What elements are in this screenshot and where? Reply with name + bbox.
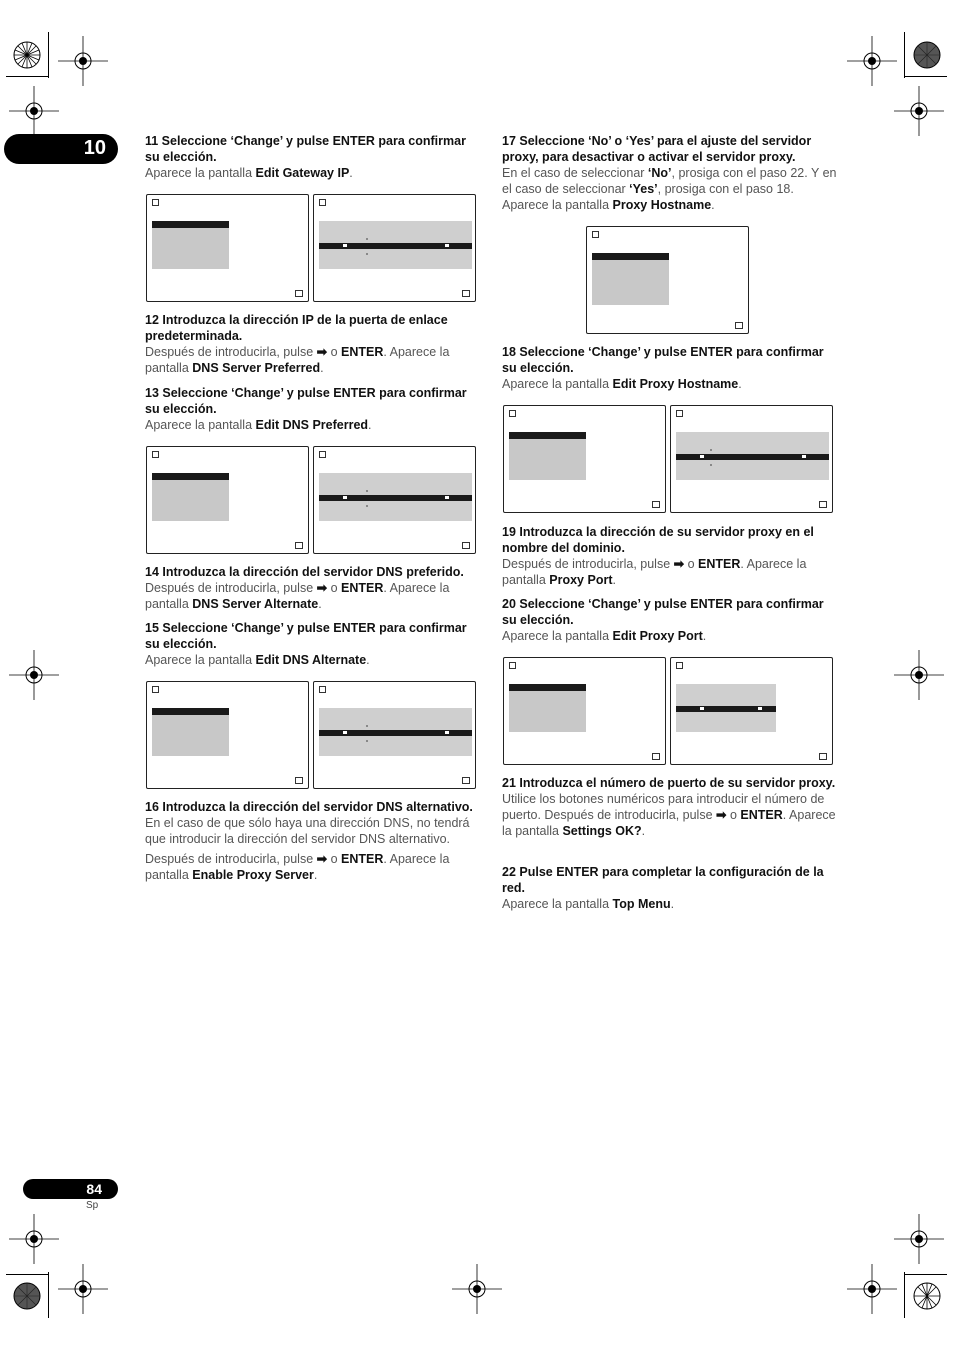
chapter-number: 10 [83,137,106,159]
screen-network-menu [503,405,666,513]
step-20 [502,596,838,644]
step-body: Aparece la pantalla Edit Proxy Port. [502,629,707,643]
crop-mark [6,1274,48,1275]
menu-highlight [152,708,229,715]
step-body: Después de introducirla, pulse ➡ o ENTER. Aparece la pantalla Enable Proxy Server. [145,852,450,882]
crop-mark [904,1272,905,1318]
registration-crosshair-icon [845,1262,899,1316]
step-heading: 14 Introduzca la dirección del servidor DNS preferido. [145,565,464,579]
registration-mark-solid-icon [0,1269,54,1323]
step-heading: 19 Introduzca la dirección de su servidor proxy en el nombre del dominio. [502,525,814,555]
step-body: Aparece la pantalla Edit Proxy Hostname. [502,377,742,391]
registration-crosshair-icon [7,648,61,702]
step-heading: 20 Seleccione ‘Change’ y pulse ENTER para confirmar su elección. [502,597,824,627]
enter-icon [295,542,303,549]
step-13 [145,385,481,433]
screen-edit-field [313,681,476,789]
step-16 [145,799,481,883]
registration-crosshair-icon [450,1262,504,1316]
registration-crosshair-icon [56,1262,110,1316]
screen-network-menu [146,446,309,554]
menu-highlight [509,432,586,439]
menu-panel [509,432,586,480]
registration-crosshair-icon [892,1212,946,1266]
menu-highlight [592,253,669,260]
menu-highlight [152,473,229,480]
right-arrow-icon: ➡ [716,808,727,822]
step-heading: 15 Seleccione ‘Change’ y pulse ENTER para confirmar su elección. [145,621,467,651]
crop-mark [904,32,905,78]
input-bar [319,243,472,249]
enter-icon [462,777,470,784]
enter-icon [462,290,470,297]
page-number-tab [23,1179,118,1199]
step-heading: 13 Seleccione ‘Change’ y pulse ENTER para confirmar su elección. [145,386,467,416]
registration-mark-pinwheel-icon [900,1269,954,1323]
enter-icon [462,542,470,549]
edit-panel [676,432,829,480]
screen-edit-field [313,446,476,554]
registration-crosshair-icon [7,1212,61,1266]
step-19 [502,524,838,588]
step-heading: 11 Seleccione ‘Change’ y pulse ENTER para confirmar su elección. [145,134,466,164]
step-17 [502,133,838,213]
screen-network-menu [146,194,309,302]
registration-mark-solid-icon [900,28,954,82]
return-icon [676,410,683,417]
enter-icon [652,753,660,760]
enter-icon [295,290,303,297]
return-icon [152,451,159,458]
step-body: En el caso de seleccionar ‘No’, prosiga con el paso 22. Y en el caso de seleccionar ‘Yes’, prosiga con el paso 18. Aparece la pantalla Proxy Hostname. [502,166,837,212]
screen-network-menu [503,657,666,765]
step-body: Aparece la pantalla Edit Gateway IP. [145,166,353,180]
return-icon [319,686,326,693]
return-icon [152,199,159,206]
input-bar [319,495,472,501]
step-18 [502,344,838,392]
step-body: Después de introducirla, pulse ➡ o ENTER. Aparece la pantalla DNS Server Preferred. [145,345,450,375]
step-heading: 22 Pulse ENTER para completar la configuración de la red. [502,865,824,895]
step-heading: 16 Introduzca la dirección del servidor DNS alternativo. [145,800,473,814]
menu-panel [509,684,586,732]
return-icon [592,231,599,238]
input-bar [319,730,472,736]
chapter-tab [4,134,118,164]
crop-mark [905,1274,947,1275]
step-22 [502,864,838,912]
crop-mark [905,76,947,77]
screen-network-menu [146,681,309,789]
step-note: En el caso de que sólo haya una dirección DNS, no tendrá que introducir la dirección del servidor DNS alternativo. [145,816,470,846]
enter-icon [819,501,827,508]
crop-mark [48,32,49,78]
step-12 [145,312,481,376]
right-arrow-icon: ➡ [316,852,328,866]
edit-panel [319,473,472,521]
return-icon [509,662,516,669]
edit-panel [319,221,472,269]
return-icon [319,451,326,458]
return-icon [676,662,683,669]
step-body: Utilice los botones numéricos para introducir el número de puerto. Después de introducirla, pulse ➡ o ENTER. Aparece la pantalla Settings OK?. [502,792,836,838]
crop-mark [48,1272,49,1318]
enter-icon [295,777,303,784]
step-11 [145,133,481,181]
menu-panel [592,253,669,305]
input-bar [676,454,829,460]
screen-edit-port [670,657,833,765]
enter-icon [652,501,660,508]
crop-mark [6,76,48,77]
step-body: Aparece la pantalla Top Menu. [502,897,675,911]
page-number: 84 [86,1181,102,1197]
step-21 [502,775,838,839]
registration-mark-pinwheel-icon [0,28,54,82]
registration-crosshair-icon [892,648,946,702]
right-arrow-icon: ➡ [673,557,685,571]
return-icon [152,686,159,693]
registration-crosshair-icon [892,84,946,138]
return-icon [319,199,326,206]
registration-crosshair-icon [56,34,110,88]
step-heading: 21 Introduzca el número de puerto de su servidor proxy. [502,776,836,790]
return-icon [509,410,516,417]
step-body: Después de introducirla, pulse ➡ o ENTER. Aparece la pantalla Proxy Port. [502,557,807,587]
screen-proxy-menu [586,226,749,334]
language-code: Sp [86,1200,99,1211]
step-heading: 18 Seleccione ‘Change’ y pulse ENTER para confirmar su elección. [502,345,824,375]
enter-icon [819,753,827,760]
menu-highlight [509,684,586,691]
edit-panel [676,684,776,732]
menu-highlight [152,221,229,228]
menu-panel [152,221,229,269]
registration-crosshair-icon [845,34,899,88]
edit-panel [319,708,472,756]
enter-icon [735,322,743,329]
screen-edit-field [313,194,476,302]
step-heading: 12 Introduzca la dirección IP de la puerta de enlace predeterminada. [145,313,448,343]
menu-panel [152,708,229,756]
right-arrow-icon: ➡ [316,581,328,595]
step-body: Aparece la pantalla Edit DNS Alternate. [145,653,370,667]
right-arrow-icon: ➡ [316,345,328,359]
menu-panel [152,473,229,521]
step-heading: 17 Seleccione ‘No’ o ‘Yes’ para el ajuste del servidor proxy, para desactivar o activar el servidor proxy. [502,134,812,164]
screen-edit-field [670,405,833,513]
step-body: Aparece la pantalla Edit DNS Preferred. [145,418,372,432]
step-14 [145,564,481,612]
step-15 [145,620,481,668]
step-body: Después de introducirla, pulse ➡ o ENTER. Aparece la pantalla DNS Server Alternate. [145,581,450,611]
registration-crosshair-icon [7,84,61,138]
